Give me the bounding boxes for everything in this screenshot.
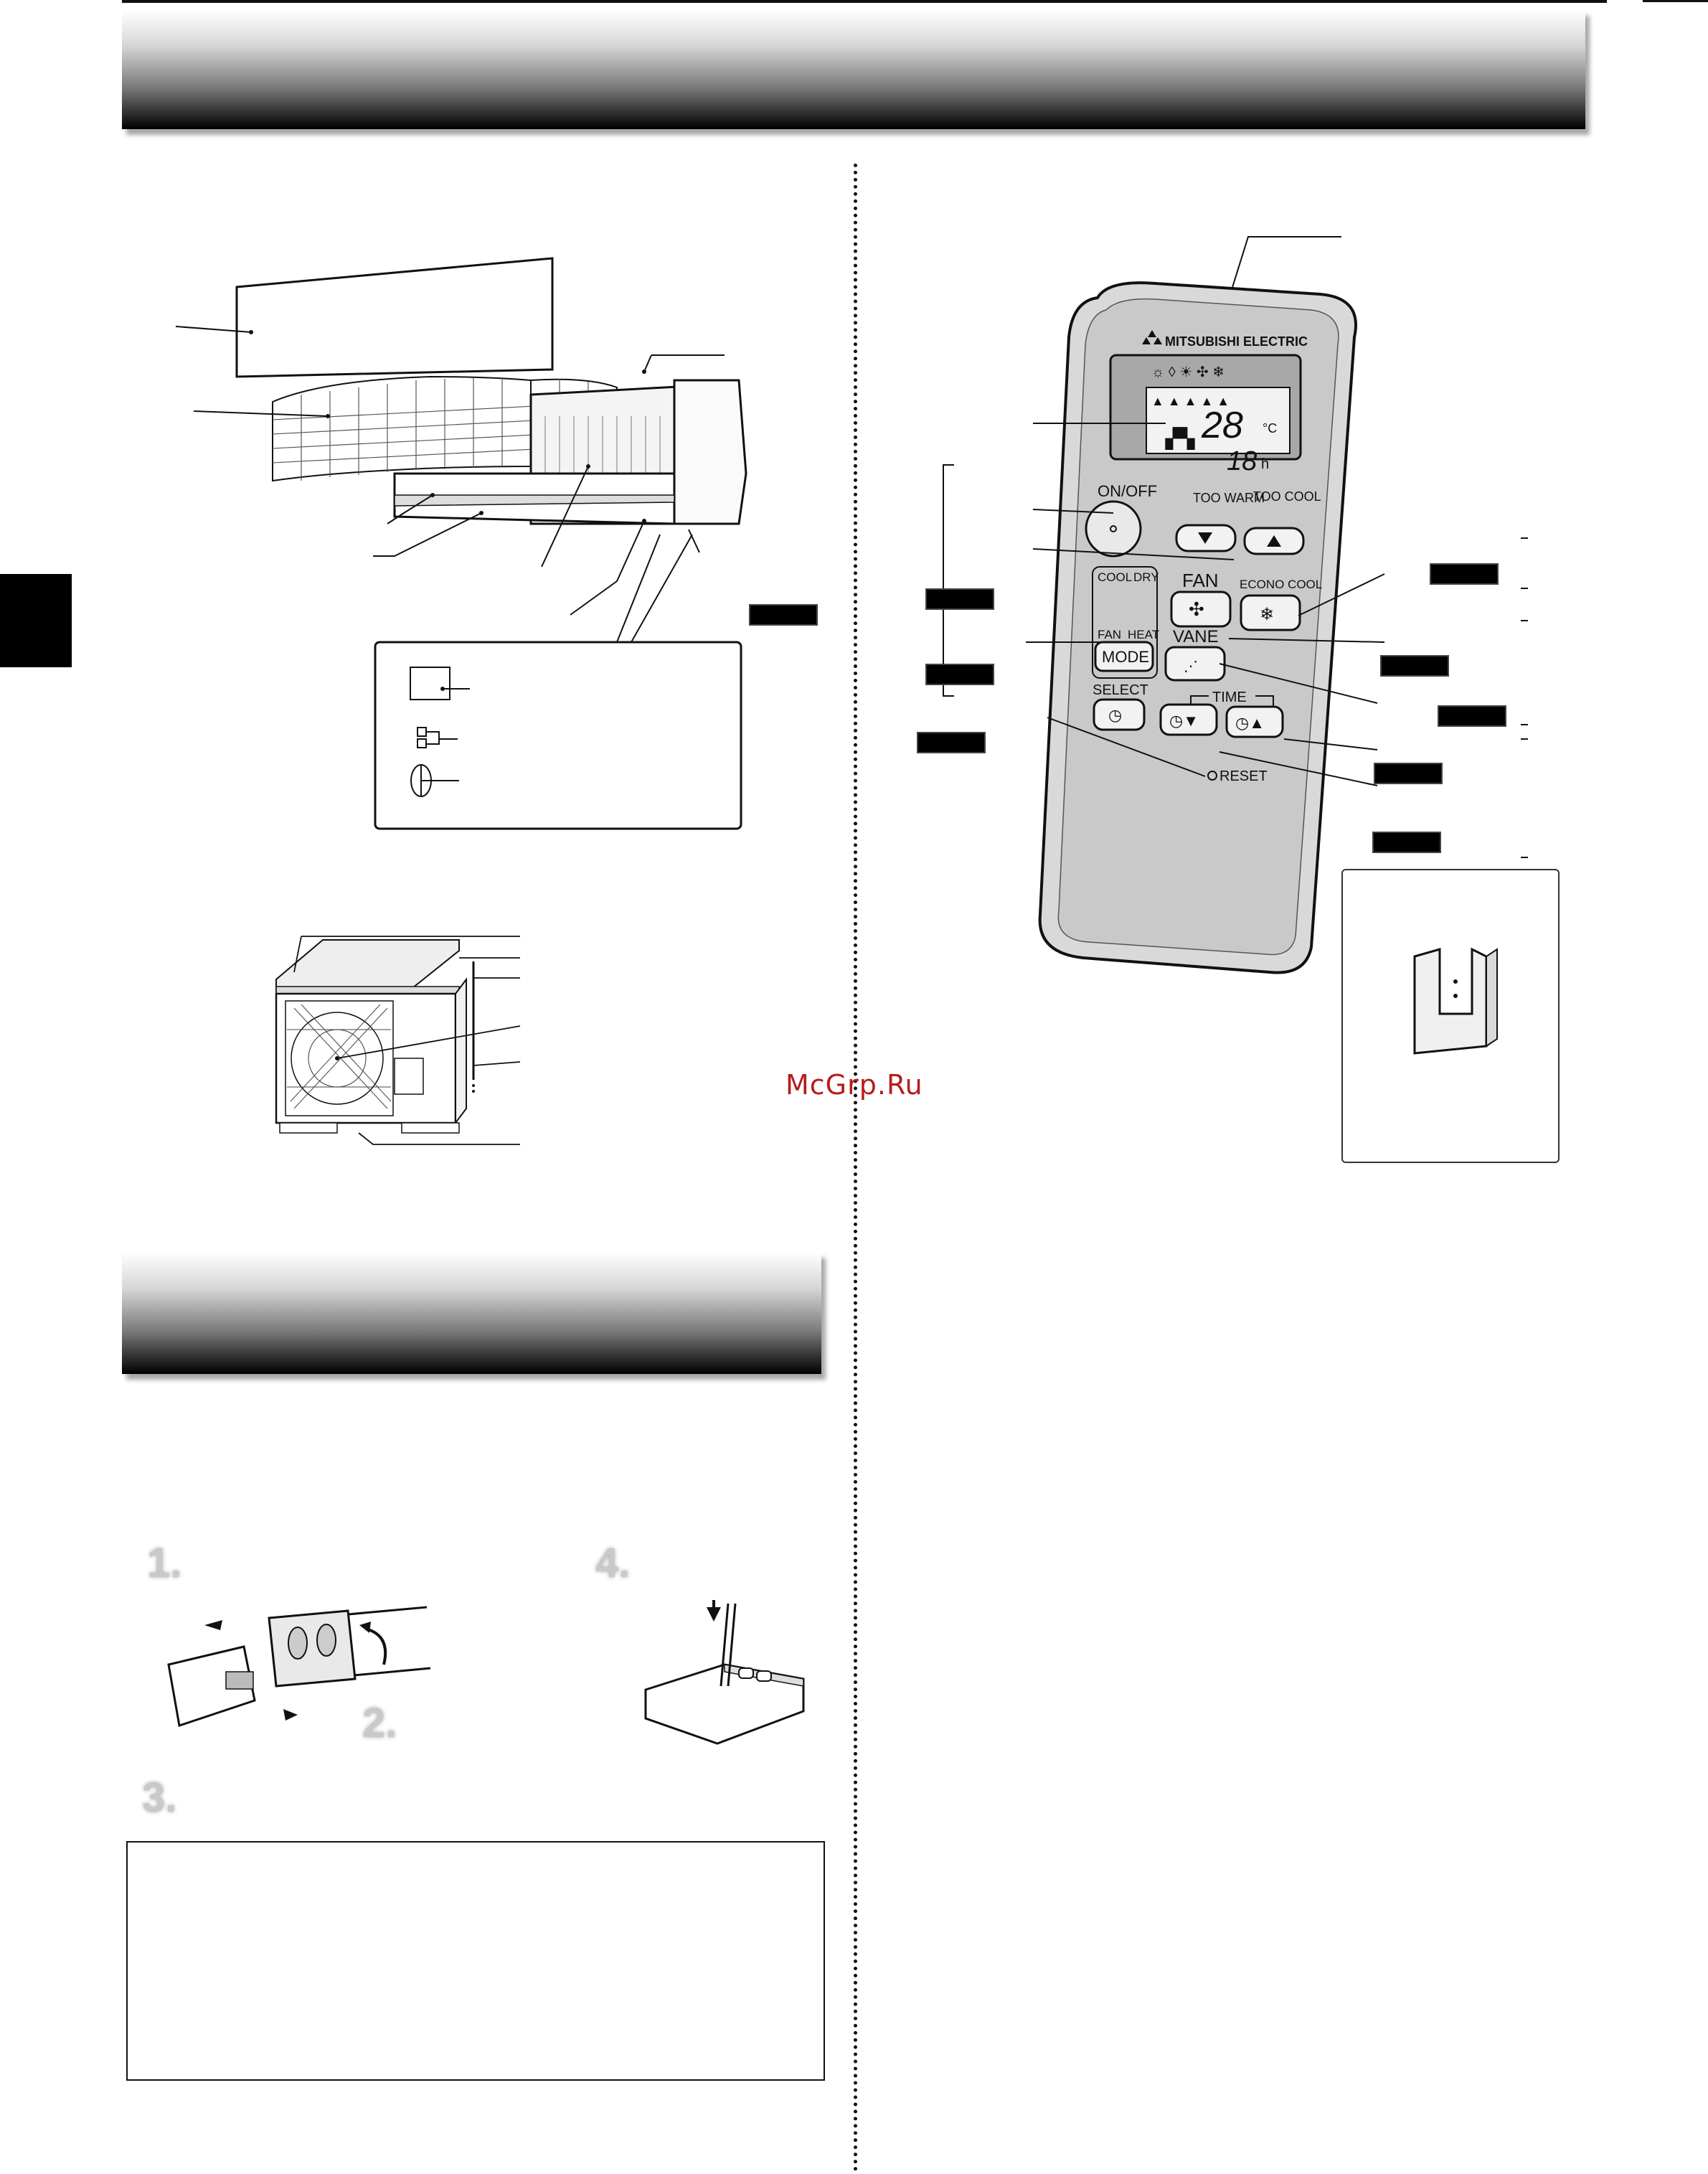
step-2-number: 2. bbox=[362, 1700, 397, 1746]
label-tag bbox=[917, 732, 986, 753]
chapter-tab bbox=[0, 574, 72, 667]
fan-mode-label: FAN bbox=[1098, 628, 1122, 641]
label-tag bbox=[1374, 763, 1443, 784]
svg-text:⋰: ⋰ bbox=[1184, 659, 1198, 674]
step-3-number: 3. bbox=[142, 1774, 177, 1821]
time-label: TIME bbox=[1212, 690, 1247, 705]
brand-text: MITSUBISHI ELECTRIC bbox=[1165, 334, 1308, 349]
watermark: McGrp.Ru bbox=[785, 1069, 923, 1101]
econo-cool-label: ECONO COOL bbox=[1240, 578, 1323, 591]
column-divider bbox=[854, 164, 857, 2173]
top-rule bbox=[122, 0, 1607, 3]
lcd-hours: 18 bbox=[1227, 446, 1258, 476]
svg-text:▞▚: ▞▚ bbox=[1166, 428, 1194, 449]
dry-label: DRY bbox=[1133, 570, 1159, 584]
remote-control-illustration bbox=[918, 230, 1528, 976]
lcd-hours-unit: h bbox=[1261, 456, 1270, 472]
step-4-number: 4. bbox=[595, 1540, 631, 1586]
note-box bbox=[126, 1841, 825, 2081]
label-tag bbox=[1380, 655, 1449, 677]
label-tag bbox=[1430, 563, 1499, 585]
remote-holder-icon bbox=[1343, 870, 1558, 1162]
step-1-number: 1. bbox=[147, 1540, 182, 1586]
indoor-unit-illustration bbox=[158, 251, 803, 832]
svg-text:✣: ✣ bbox=[1189, 598, 1204, 620]
svg-text:◷: ◷ bbox=[1108, 706, 1123, 724]
label-tag bbox=[749, 604, 818, 626]
on-off-label: ON/OFF bbox=[1098, 482, 1158, 500]
on-off-button bbox=[1086, 502, 1141, 556]
svg-text:▲ ▲ ▲ ▲ ▲: ▲ ▲ ▲ ▲ ▲ bbox=[1151, 394, 1230, 408]
battery-insert-illustration bbox=[161, 1586, 434, 1736]
top-tick bbox=[1643, 0, 1708, 2]
fan-label: FAN bbox=[1182, 570, 1219, 591]
too-cool-label: TOO COOL bbox=[1253, 489, 1321, 504]
label-tag bbox=[925, 664, 994, 685]
label-tag bbox=[1372, 832, 1441, 853]
section-header-banner bbox=[122, 10, 1585, 129]
svg-text:☼ ◊ ☀ ✣ ❄: ☼ ◊ ☀ ✣ ❄ bbox=[1151, 364, 1225, 380]
svg-text:◷▲: ◷▲ bbox=[1235, 714, 1265, 732]
reset-press-illustration bbox=[638, 1596, 811, 1747]
label-tag bbox=[925, 588, 994, 610]
section-header-banner-2 bbox=[122, 1252, 821, 1374]
heat-label: HEAT bbox=[1128, 628, 1160, 641]
outdoor-unit-illustration bbox=[265, 929, 531, 1152]
remote-holder-box bbox=[1341, 869, 1560, 1163]
svg-text:❄: ❄ bbox=[1260, 605, 1275, 624]
select-label: SELECT bbox=[1093, 682, 1148, 698]
cool-label: COOL bbox=[1098, 570, 1133, 584]
too-warm-label: TOO WARM bbox=[1193, 491, 1265, 505]
mode-label: MODE bbox=[1102, 648, 1149, 666]
lcd-temp-unit: °C bbox=[1263, 421, 1278, 436]
svg-text:◷▼: ◷▼ bbox=[1169, 712, 1199, 730]
reset-label: RESET bbox=[1219, 768, 1268, 784]
lcd-temperature: 28 bbox=[1202, 405, 1243, 446]
vane-label: VANE bbox=[1173, 627, 1219, 646]
label-tag bbox=[1438, 705, 1506, 727]
